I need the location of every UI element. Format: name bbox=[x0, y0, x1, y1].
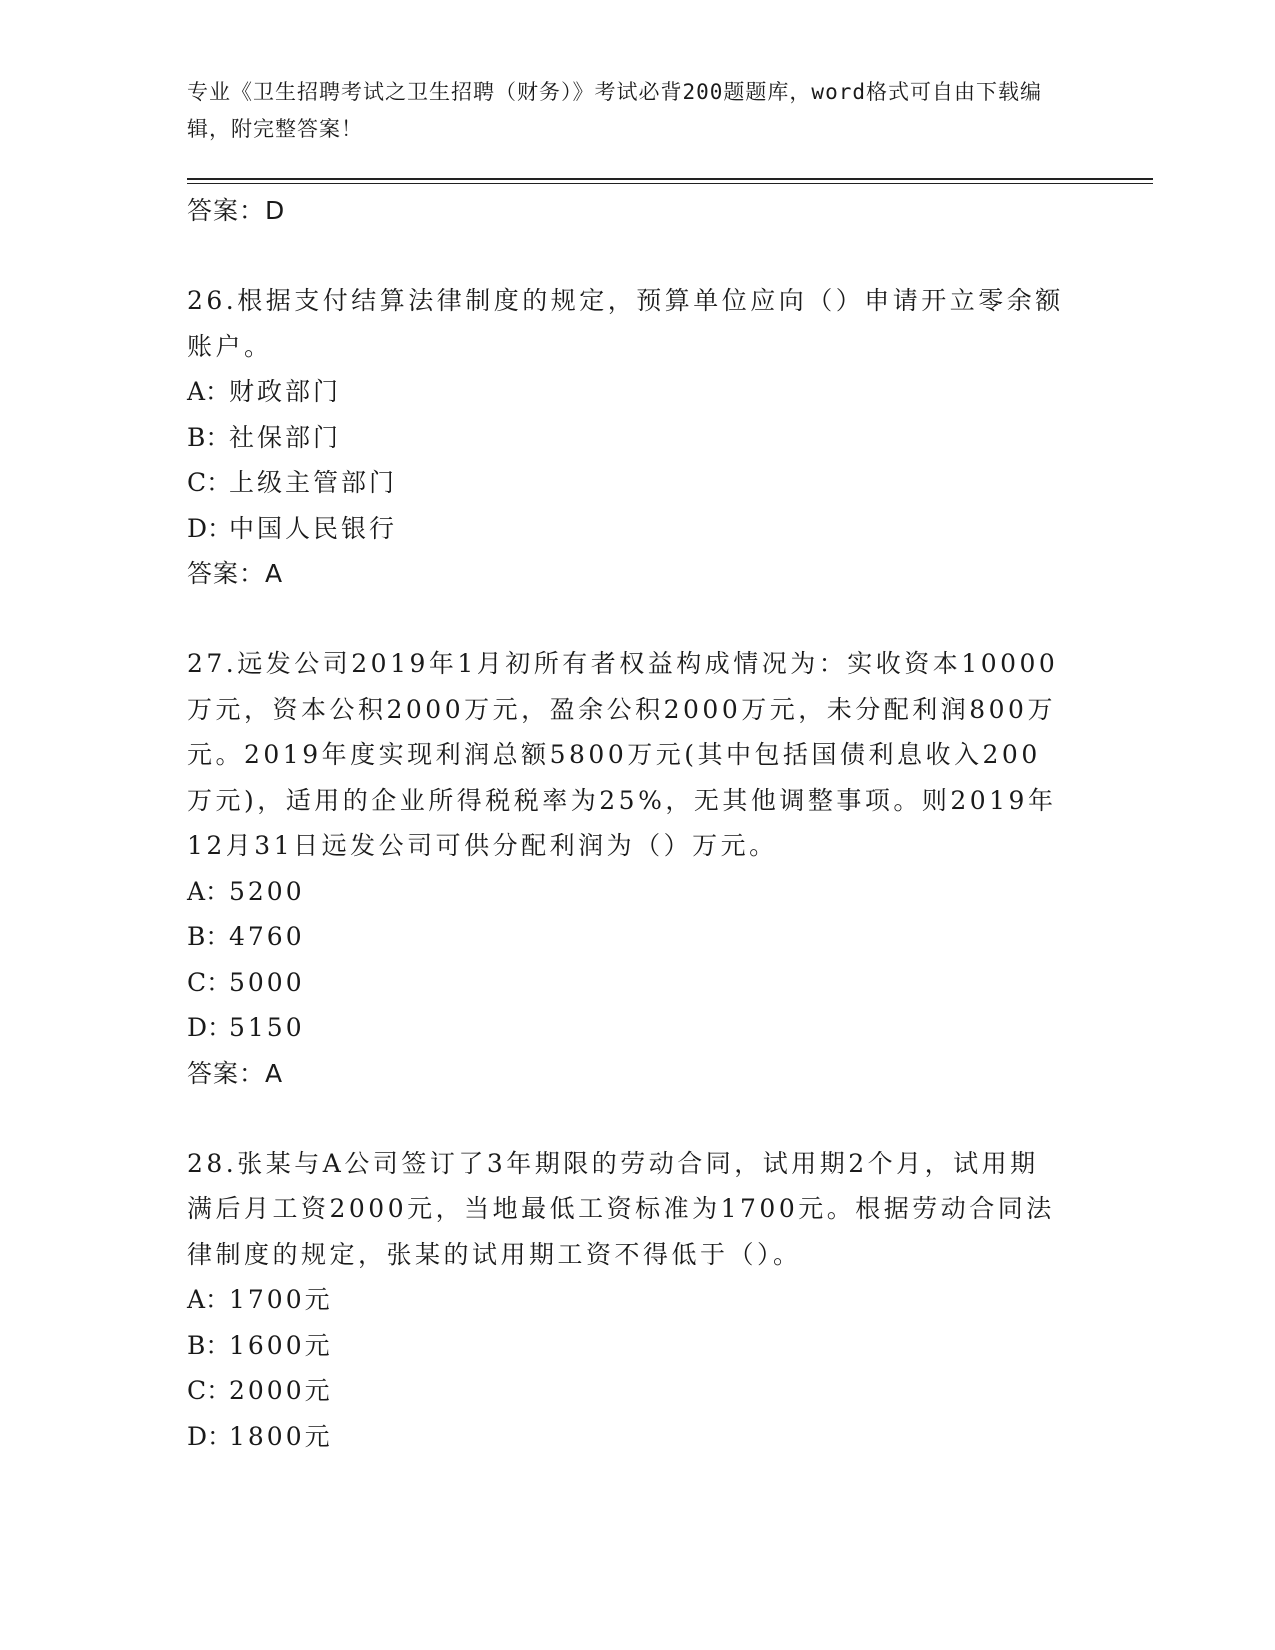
question-stem: 28.张某与A公司签订了3年期限的劳动合同，试用期2个月，试用期满后月工资2000元，当地最低工资标准为1700元。根据劳动合同法律制度的规定，张某的试用期工资不得低于（）。 bbox=[187, 1148, 1055, 1269]
header-divider-thin bbox=[187, 183, 1153, 184]
option-text: 2000元 bbox=[229, 1376, 333, 1405]
option-c bbox=[187, 460, 1067, 506]
question-stem: 27.远发公司2019年1月初所有者权益构成情况为：实收资本10000万元，资本公积2000万元，盈余公积2000万元，未分配利润800万元。2019年度实现利润总额5800万元(其中包括国债利息收入200万元)，适用的企业所得税税率为25%，无其他调整事项。则2019年12月31日远发公司可供分配利润为（）万元。 bbox=[187, 649, 1059, 860]
option-key: C： bbox=[187, 967, 232, 997]
option-d bbox=[187, 1005, 1067, 1051]
option-key: C： bbox=[187, 1376, 232, 1405]
question-list bbox=[187, 188, 1067, 1459]
option-text: 5200 bbox=[229, 876, 305, 906]
option-text: 财政部门 bbox=[229, 377, 342, 406]
option-key: A： bbox=[187, 1285, 231, 1314]
question-27 bbox=[187, 641, 1067, 1097]
option-text: 1700元 bbox=[229, 1285, 333, 1314]
option-key: A： bbox=[187, 377, 231, 406]
question-stem: 26.根据支付结算法律制度的规定，预算单位应向（）申请开立零余额账户。 bbox=[187, 286, 1064, 361]
option-text: 1800元 bbox=[229, 1421, 333, 1451]
option-c bbox=[187, 960, 1067, 1006]
option-key: B： bbox=[187, 922, 231, 951]
option-key: D： bbox=[187, 513, 233, 543]
option-text: 1600元 bbox=[229, 1330, 333, 1360]
header-divider-thick bbox=[187, 178, 1153, 180]
option-a bbox=[187, 369, 1067, 415]
option-text: 5000 bbox=[229, 967, 305, 997]
option-a bbox=[187, 869, 1067, 915]
question-28 bbox=[187, 1141, 1067, 1460]
option-text: 上级主管部门 bbox=[229, 468, 398, 497]
question-answer: 答案：A bbox=[187, 559, 284, 588]
option-key: D： bbox=[187, 1421, 233, 1451]
document-header: 专业《卫生招聘考试之卫生招聘（财务）》考试必背200题题库，word格式可自由下载编辑，附完整答案！ bbox=[187, 80, 1042, 141]
option-a bbox=[187, 1277, 1067, 1323]
option-b bbox=[187, 1323, 1067, 1369]
option-b bbox=[187, 415, 1067, 461]
option-key: D： bbox=[187, 1013, 233, 1042]
option-key: A： bbox=[187, 876, 231, 906]
option-text: 4760 bbox=[229, 922, 305, 951]
option-text: 中国人民银行 bbox=[229, 513, 398, 543]
option-key: B： bbox=[187, 422, 231, 452]
option-text: 5150 bbox=[229, 1013, 305, 1042]
question-26 bbox=[187, 278, 1067, 597]
option-d bbox=[187, 1414, 1067, 1460]
option-d bbox=[187, 506, 1067, 552]
option-key: B： bbox=[187, 1330, 231, 1360]
option-key: C： bbox=[187, 468, 232, 497]
question-answer: 答案：A bbox=[187, 1058, 284, 1088]
option-c bbox=[187, 1368, 1067, 1414]
option-text: 社保部门 bbox=[229, 422, 342, 452]
previous-answer: 答案：D bbox=[187, 196, 286, 225]
option-b bbox=[187, 914, 1067, 960]
